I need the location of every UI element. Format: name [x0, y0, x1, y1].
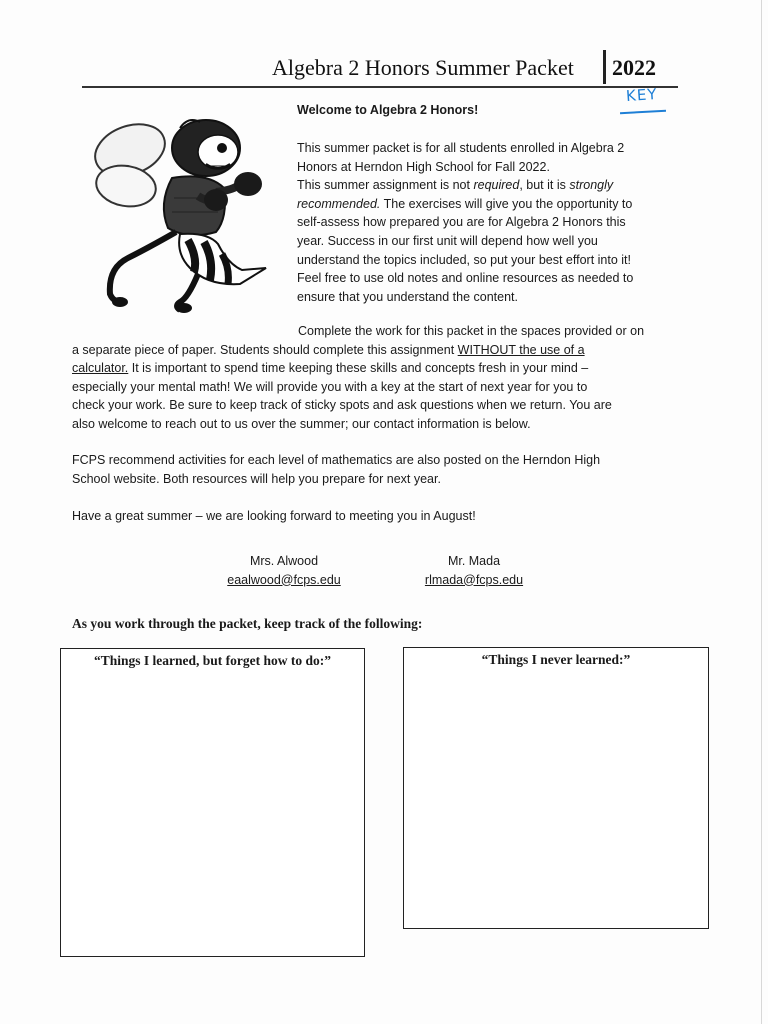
calculator-warning: WITHOUT the use of a	[457, 342, 585, 357]
instructions-line: Complete the work for this packet in the spaces provided or on	[298, 324, 645, 338]
teacher-contact	[404, 552, 544, 589]
intro-line: This summer assignment is not required, but it is strongly	[297, 178, 614, 193]
hornet-mascot-image	[88, 108, 278, 314]
teacher-name: Mrs. Alwood	[249, 554, 319, 568]
tracking-prompt: As you work through the packet, keep track of the following:	[72, 616, 423, 631]
teacher-contact	[214, 552, 354, 589]
instructions-line: check your work. Be sure to keep track of sticky spots and ask questions when we return. You are	[72, 398, 612, 413]
instructions-line: also welcome to reach out to us over the summer; our contact information is below.	[72, 416, 531, 431]
instructions-line: especially your mental math! We will provide you with a key at the start of next year for you to	[72, 379, 588, 394]
teacher-email-link[interactable]: eaalwood@fcps.edu	[227, 572, 341, 587]
header-rule	[82, 86, 678, 88]
header-year: 2022	[612, 55, 656, 80]
intro-line: This summer packet is for all students enrolled in Algebra 2	[297, 141, 625, 155]
instructions-paragraph	[72, 322, 692, 434]
intro-line: understand the topics included, so put your best effort into it!	[297, 252, 632, 267]
intro-line: ensure that you understand the content.	[297, 289, 518, 304]
intro-line: recommended. The exercises will give you the opportunity to	[297, 196, 633, 211]
welcome-heading: Welcome to Algebra 2 Honors!	[297, 103, 479, 117]
intro-line: Honors at Herndon High School for Fall 2022.	[297, 159, 550, 174]
resources-line: School website. Both resources will help you prepare for next year.	[72, 471, 441, 486]
intro-paragraph	[297, 139, 692, 306]
intro-line: Feel free to use old notes and online resources as needed to	[297, 271, 634, 286]
box-title: “Things I learned, but forget how to do:”	[93, 653, 331, 668]
resources-paragraph	[72, 451, 692, 488]
teacher-name: Mr. Mada	[447, 554, 501, 568]
calculator-warning: calculator.	[72, 361, 129, 376]
header-divider	[603, 50, 606, 84]
teacher-email-link[interactable]: rlmada@fcps.edu	[424, 572, 524, 587]
header-title: Algebra 2 Honors Summer Packet	[272, 55, 574, 80]
closing-line: Have a great summer – we are looking forward to meeting you in August!	[72, 509, 476, 523]
intro-line: year. Success in our first unit will depend how well you	[297, 233, 598, 248]
resources-line: FCPS recommend activities for each level of mathematics are also posted on the Herndon High	[72, 453, 601, 467]
intro-line: self-assess how prepared you are for Algebra 2 Honors this	[297, 215, 626, 230]
learned-forgot-box[interactable]	[60, 648, 365, 957]
box-title: “Things I never learned:”	[481, 652, 631, 667]
page-edge	[761, 0, 762, 1024]
never-learned-box[interactable]	[403, 647, 709, 929]
instructions-line: a separate piece of paper. Students should complete this assignment	[72, 342, 458, 357]
handwritten-key-mark: KEY	[625, 84, 659, 106]
instructions-line: It is important to spend time keeping these skills and concepts fresh in your mind –	[128, 361, 589, 376]
